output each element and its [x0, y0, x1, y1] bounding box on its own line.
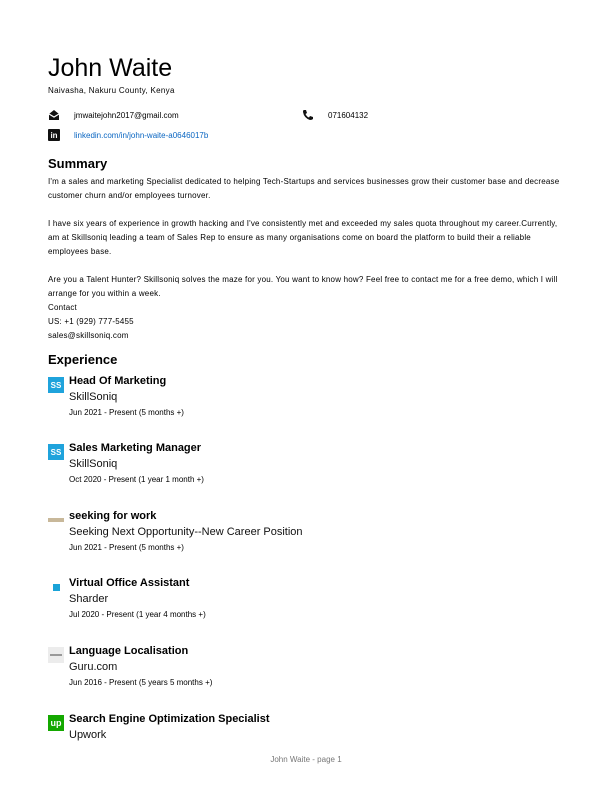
job-dates: Jul 2020 - Present (1 year 4 months +)	[69, 610, 206, 619]
linkedin-row	[48, 129, 208, 141]
job-company: SkillSoniq	[69, 458, 118, 470]
email-row	[48, 109, 179, 121]
location: Naivasha, Nakuru County, Kenya	[48, 86, 175, 95]
upwork-logo-icon: up	[48, 715, 64, 731]
skillsoniq-logo-icon: SS	[48, 377, 64, 393]
job-company: Sharder	[69, 593, 109, 605]
job-title: Head Of Marketing	[69, 375, 167, 387]
linkedin-icon: in	[48, 129, 60, 141]
job-title: seeking for work	[69, 510, 157, 522]
summary-heading: Summary	[48, 156, 108, 171]
skillsoniq-logo-icon: SS	[48, 444, 64, 460]
job-dates: Jun 2021 - Present (5 months +)	[69, 408, 184, 417]
job-dates: Jun 2016 - Present (5 years 5 months +)	[69, 678, 213, 687]
contact-phone: US: +1 (929) 777-5455	[48, 317, 134, 326]
envelope-icon	[48, 109, 60, 121]
linkedin-link[interactable]: linkedin.com/in/john-waite-a0646017b	[74, 130, 209, 140]
guru-logo-icon	[48, 647, 64, 663]
job-company: Guru.com	[69, 661, 118, 673]
job-company: SkillSoniq	[69, 391, 118, 403]
job-title: Search Engine Optimization Specialist	[69, 713, 270, 725]
phone-icon	[302, 109, 314, 121]
contact-email: sales@skillsoniq.com	[48, 331, 129, 340]
summary-paragraph: Are you a Talent Hunter? Skillsoniq solves the maze for you. You want to know how? Feel free to contact me for a free demo, which I will arrange for you within a week.	[48, 275, 558, 298]
job-dates: Oct 2020 - Present (1 year 1 month +)	[69, 475, 204, 484]
person-name: John Waite	[48, 54, 173, 82]
job-dates: Jun 2021 - Present (5 months +)	[69, 543, 184, 552]
phone-text: 071604132	[328, 110, 369, 120]
job-company: Seeking Next Opportunity--New Career Position	[69, 526, 303, 538]
summary-body	[48, 175, 568, 343]
seeking-work-logo-icon	[48, 512, 64, 528]
job-company: Upwork	[69, 729, 107, 741]
page-footer: John Waite - page 1	[270, 755, 342, 764]
email-text[interactable]: jmwaitejohn2017@gmail.com	[74, 110, 179, 120]
job-title: Sales Marketing Manager	[69, 442, 202, 454]
phone-row	[302, 109, 368, 121]
job-title: Language Localisation	[69, 645, 189, 657]
job-title: Virtual Office Assistant	[69, 577, 190, 589]
experience-heading: Experience	[48, 352, 118, 367]
contact-label: Contact	[48, 303, 77, 312]
summary-paragraph: I'm a sales and marketing Specialist dedicated to helping Tech-Startups and services businesses grow their customer base and decrease customer churn and/or employees turnover.	[48, 177, 560, 200]
sharder-logo-icon	[48, 579, 64, 595]
summary-paragraph: I have six years of experience in growth hacking and I've consistently met and exceeded my sales quota throughout my career.Currently, am at Skillsoniq leading a team of Sales Rep to ensure as many organisations come on board the platform to build their a reliable employees base.	[48, 219, 558, 256]
